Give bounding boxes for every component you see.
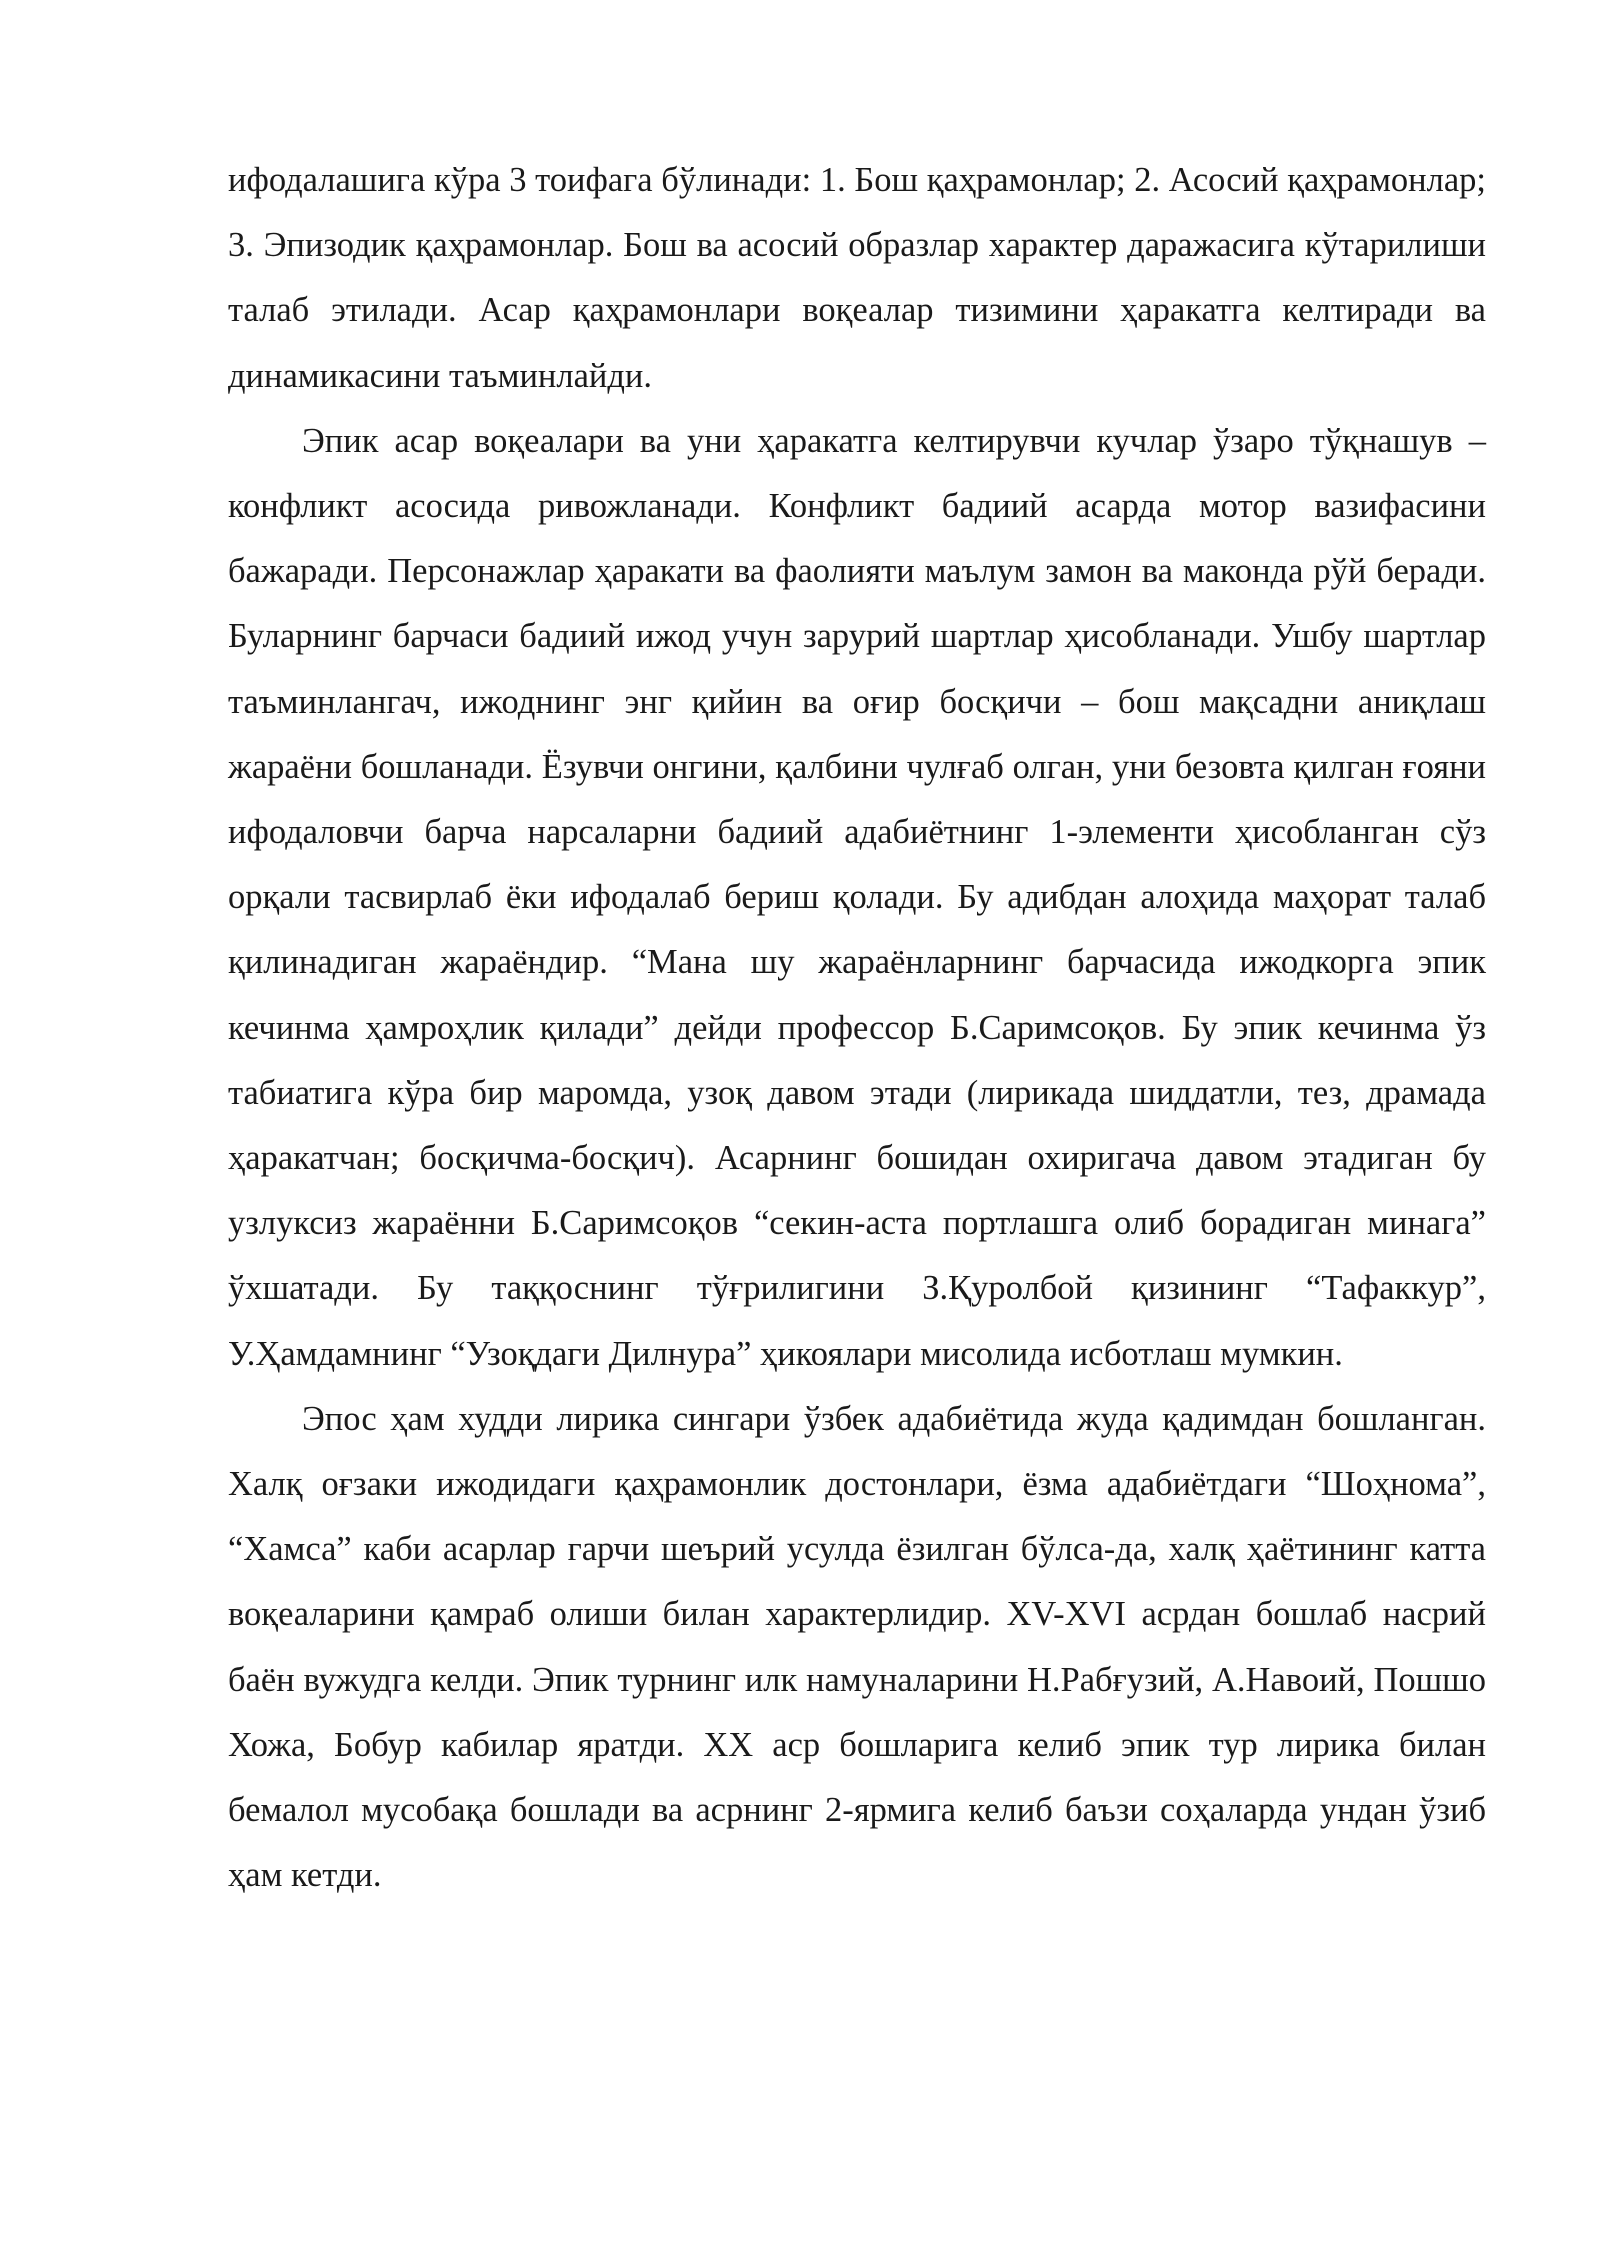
text-body	[228, 148, 1486, 1908]
paragraph-2: Эпик асар воқеалари ва уни ҳаракатга келтирувчи кучлар ўзаро тўқнашув – конфликт асосида ривожланади. Конфликт бадиий асарда мотор вазифасини бажаради. Персонажлар ҳаракати ва фаолияти маълум замон ва маконда рўй беради. Буларнинг барчаси бадиий ижод учун зарурий шартлар ҳисобланади. Ушбу шартлар таъминлангач, ижоднинг энг қийин ва оғир босқичи – бош мақсадни аниқлаш жараёни бошланади. Ёзувчи онгини, қалбини чулғаб олган, уни безовта қилган ғояни ифодаловчи барча нарсаларни бадиий адабиётнинг 1-элементи ҳисобланган сўз орқали тасвирлаб ёки ифодалаб бериш қолади. Бу адибдан алоҳида маҳорат талаб қилинадиган жараёндир. “Мана шу жараёнларнинг барчасида ижодкорга эпик кечинма ҳамроҳлик қилади” дейди профессор Б.Саримсоқов. Бу эпик кечинма ўз табиатига кўра бир маромда, узоқ давом этади (лирикада шиддатли, тез, драмада ҳаракатчан; босқичма-босқич). Асарнинг бошидан охиригача давом этадиган бу узлуксиз жараённи Б.Саримсоқов “секин-аста портлашга олиб борадиган минага” ўхшатади. Бу таққоснинг тўғрилигини З.Қуролбой қизининг “Тафаккур”, У.Ҳамдамнинг “Узоқдаги Дилнура” ҳикоялари мисолида исботлаш мумкин.	[228, 421, 1486, 1373]
paragraph-1: ифодалашига кўра 3 тоифага бўлинади: 1. Бош қаҳрамонлар; 2. Асосий қаҳрамонлар; 3. Эпизодик қаҳрамонлар. Бош ва асосий образлар характер даражасига кўтарилиши талаб этилади. Асар қаҳрамонлари воқеалар тизимини ҳаракатга келтиради ва динамикасини таъминлайди.	[228, 161, 1486, 395]
paragraph-3: Эпос ҳам худди лирика сингари ўзбек адабиётида жуда қадимдан бошланган. Халқ оғзаки ижодидаги қаҳрамонлик достонлари, ёзма адабиётдаги “Шоҳнома”, “Хамса” каби асарлар гарчи шеърий усулда ёзилган бўлса-да, халқ ҳаётининг катта воқеаларини қамраб олиши билан характерлидир. XV-XVI асрдан бошлаб насрий баён вужудга келди. Эпик турнинг илк намуналарини Н.Рабғузий, А.Навоий, Пошшо Хожа, Бобур кабилар яратди. XX аср бошларига келиб эпик тур лирика билан бемалол мусобақа бошлади ва асрнинг 2-ярмига келиб баъзи соҳаларда ундан ўзиб ҳам кетди.	[228, 1399, 1486, 1895]
